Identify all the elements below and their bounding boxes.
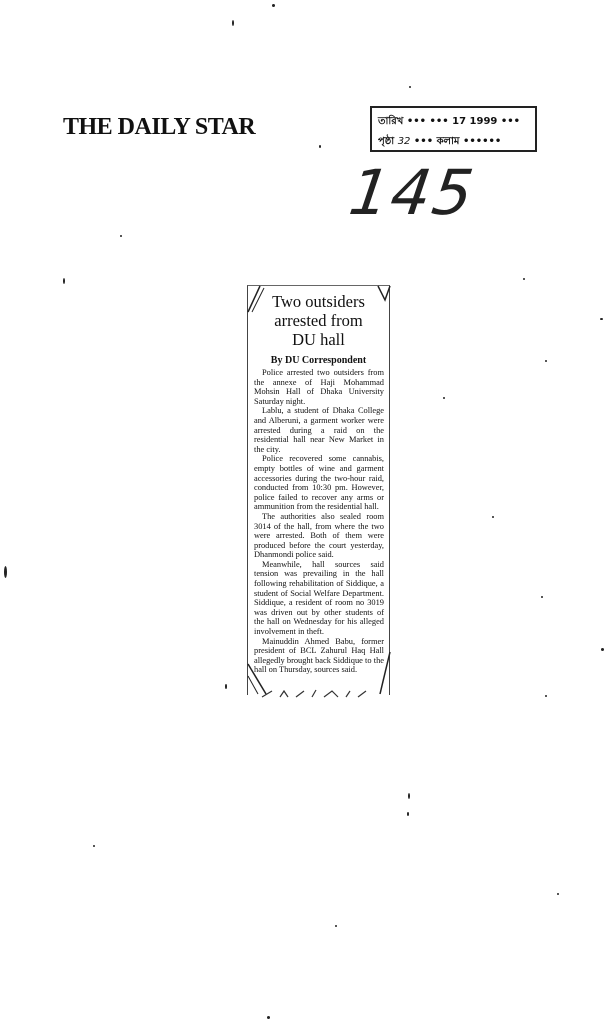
scan-speck — [272, 4, 275, 7]
scan-speck — [545, 360, 547, 362]
stamp-page-label: পৃষ্ঠা — [378, 136, 395, 147]
article-paragraph: Meanwhile, hall sources said tension was prevailing in the hall following rehabilitation of Siddique, a student of Social Welfare Department. Siddique, a resident of room no 3019 was driven out by other students of the hall on Wednesday for his alleged involvement in theft. — [254, 559, 384, 637]
headline-line: DU hall — [292, 330, 345, 349]
article-paragraph: Mainuddin Ahmed Babu, former president of BCL Zahurul Haq Hall allegedly brought back Siddique to the hall on Thursday, sources said. — [254, 636, 384, 675]
scan-speck — [93, 845, 95, 847]
headline-line: Two outsiders — [272, 292, 365, 311]
scan-speck — [541, 596, 543, 598]
clipping-corner-mark — [246, 284, 266, 314]
scan-speck — [601, 648, 604, 651]
article-body — [254, 368, 384, 675]
handwritten-page-number: 145 — [344, 156, 480, 229]
scan-speck — [267, 1016, 270, 1019]
article-paragraph: Police arrested two outsiders from the annexe of Haji Mohammad Mohsin Hall of Dhaka University Saturday night. — [254, 368, 384, 406]
stamp-column-label: কলাম — [436, 136, 460, 147]
scan-speck — [557, 893, 559, 895]
stamp-page-value: 32 — [397, 136, 411, 147]
archive-stamp — [370, 106, 537, 152]
clipping-corner-mark — [376, 284, 392, 304]
article-paragraph: The authorities also sealed room 3014 of the hall, from where the two were arrested. Both of them were produced before the court yesterday, Dhanmondi police said. — [254, 511, 384, 560]
stamp-dots: ••• — [500, 116, 521, 127]
scan-speck — [120, 235, 122, 237]
article-byline: By DU Correspondent — [270, 355, 367, 366]
newspaper-masthead: THE DAILY STAR — [63, 114, 256, 140]
scan-speck — [335, 925, 337, 927]
scan-speck — [600, 318, 603, 320]
scan-speck — [319, 145, 321, 148]
cut-off-text-fragment — [258, 688, 378, 698]
scan-speck — [4, 566, 7, 578]
headline-line: arrested from — [274, 311, 363, 330]
article-paragraph: Police recovered some cannabis, empty bottles of wine and garment accessories during the two-hour raid, conducted from 10:30 pm. However, police failed to recover any arms or ammunition from the residential hall. — [254, 454, 384, 512]
scan-speck — [225, 684, 227, 689]
stamp-dots: ••• — [413, 136, 437, 147]
stamp-dots: ••• ••• — [406, 116, 453, 127]
stamp-date-row — [378, 114, 520, 131]
scan-speck — [407, 812, 409, 816]
scan-speck — [409, 86, 411, 88]
newspaper-clipping — [247, 285, 390, 695]
article-paragraph: Lablu, a student of Dhaka College and Alberuni, a garment worker were arrested during a raid on the residential hall near New Market in the city. — [254, 406, 384, 454]
stamp-dots: •••••• — [462, 136, 502, 147]
scan-speck — [545, 695, 547, 697]
stamp-date-value: 17 1999 — [452, 116, 498, 127]
stamp-date-label: তারিখ — [378, 116, 404, 127]
scan-speck — [408, 793, 410, 799]
scan-speck — [492, 516, 494, 518]
scan-speck — [523, 278, 525, 280]
clipping-corner-mark — [376, 650, 392, 696]
article-headline — [252, 292, 385, 349]
stamp-page-row — [378, 134, 501, 151]
cut-off-next-headline — [258, 688, 378, 698]
scan-speck — [232, 20, 234, 26]
scan-speck — [63, 278, 65, 284]
scan-speck — [443, 397, 445, 399]
